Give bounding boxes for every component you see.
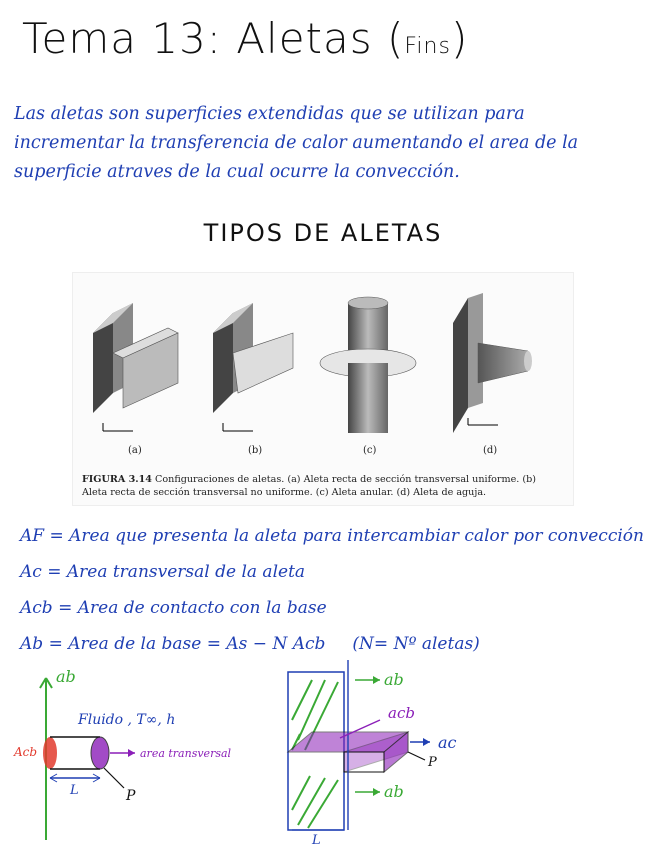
figure-caption	[82, 473, 562, 499]
definition-ac: Ac = Area transversal de la aleta	[20, 562, 306, 582]
right-ab-bottom-label: ab	[384, 782, 404, 801]
left-area-transversal-label: area transversal	[140, 747, 232, 760]
left-acb-label: Acb	[14, 745, 38, 759]
title-close: )	[450, 14, 469, 63]
caption-label: FIGURA 3.14	[82, 474, 152, 485]
right-P-label: P	[428, 755, 437, 770]
left-L-label: L	[70, 783, 79, 798]
left-ab-label: ab	[56, 667, 76, 686]
intro-paragraph: Las aletas son superficies extendidas que se utilizan para incrementar la transferencia de calor aumentando el area de la superficie atraves de la cual ocurre la convección.	[14, 104, 579, 182]
fin-types-figure	[72, 272, 574, 506]
right-sketch	[288, 660, 457, 848]
label-b: (b)	[248, 445, 263, 456]
definition-af: AF = Area que presenta la aleta para intercambiar calor por convección	[20, 526, 644, 546]
left-sketch	[13, 667, 232, 840]
left-P-label: P	[126, 788, 136, 804]
fin-sketches	[0, 660, 646, 848]
section-subtitle: TIPOS DE ALETAS	[203, 219, 443, 247]
label-c: (c)	[363, 445, 377, 456]
fin-illustrations	[73, 273, 573, 505]
caption-text: Configuraciones de aletas. (a) Aleta recta de sección transversal uniforme. (b) Aleta recta de sección transversal no uniforme. (c) Aleta anular. (d) Aleta de aguja.	[82, 474, 536, 498]
fin-c-illustration	[320, 297, 416, 433]
fin-b-illustration	[213, 303, 293, 431]
right-ab-top-label: ab	[384, 670, 404, 689]
left-fluid-label: Fluido , T∞, h	[78, 712, 176, 728]
page-title	[22, 14, 468, 63]
fin-d-illustration	[453, 293, 532, 433]
definition-ab: Ab = Area de la base = As − N Acb (N= Nº aletas)	[20, 634, 480, 654]
right-acb-label: acb	[388, 704, 415, 722]
label-a: (a)	[128, 445, 142, 456]
title-main: Tema 13: Aletas (	[22, 14, 405, 63]
definition-acb: Acb = Area de contacto con la base	[20, 598, 327, 618]
right-ac-label: ac	[438, 733, 457, 752]
label-d: (d)	[483, 445, 498, 456]
right-L-label: L	[312, 833, 321, 848]
fin-a-illustration	[93, 303, 178, 431]
title-fins: Fins	[404, 34, 451, 59]
